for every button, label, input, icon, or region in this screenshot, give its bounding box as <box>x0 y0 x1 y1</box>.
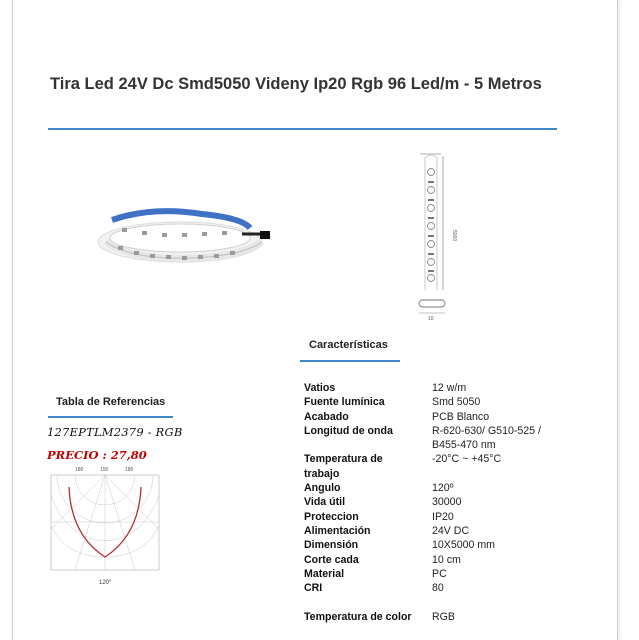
led-strip-image <box>92 198 282 273</box>
product-title: Tira Led 24V Dc Smd5050 Videny Ip20 Rgb 96 Led/m - 5 Metros <box>50 75 542 93</box>
characteristics-heading: Características <box>309 339 388 351</box>
dimension-drawing <box>405 150 470 325</box>
polar-tick-center: 150 <box>100 467 109 473</box>
price-label: PRECIO : 27,80 <box>47 448 147 462</box>
length-dimension-label: 5000 <box>451 230 457 242</box>
references-heading: Tabla de Referencias <box>56 396 166 408</box>
polar-tick-right: 180 <box>125 467 134 473</box>
title-divider <box>48 128 557 130</box>
beam-angle-label: 120° <box>99 580 112 586</box>
characteristics-divider <box>300 360 400 362</box>
width-dimension-label: 10 <box>428 316 434 322</box>
polar-tick-left: 180 <box>75 467 84 473</box>
light-distribution-diagram <box>45 465 165 590</box>
references-divider <box>48 416 173 418</box>
reference-code: 127EPTLM2379 - RGB <box>47 425 183 439</box>
